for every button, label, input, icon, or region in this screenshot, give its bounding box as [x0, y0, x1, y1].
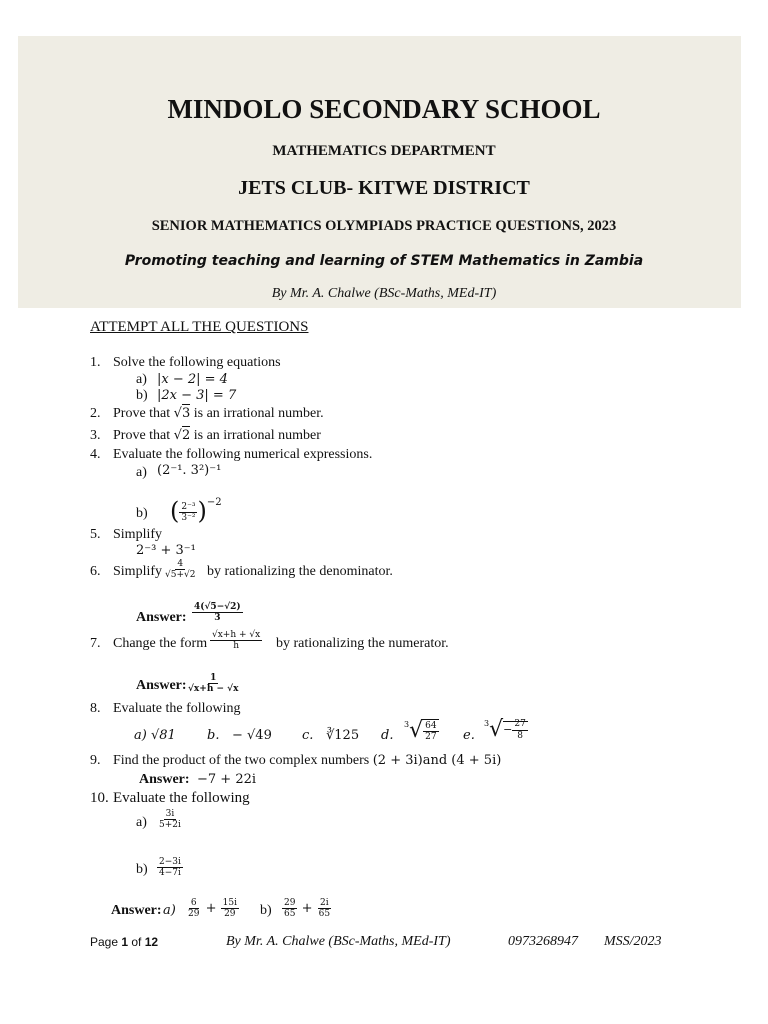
- answer-fraction: $\frac{6}{29}$ + $\frac{15i}{29}$: [188, 898, 237, 920]
- question-text: Evaluate the following numerical expressions.: [113, 447, 373, 462]
- sqrt-icon: √: [173, 428, 182, 443]
- question-text: [113, 429, 321, 443]
- answer-label: Answer:: [139, 772, 190, 787]
- subq-label: b): [136, 506, 148, 521]
- question-text: by rationalizing the denominator.: [207, 564, 393, 579]
- question-prefix: Prove that: [113, 428, 171, 443]
- math-expression: (2 + 3i)and (4 + 5i): [372, 753, 502, 768]
- document-title: SENIOR MATHEMATICS OLYMPIADS PRACTICE QUESTIONS, 2023: [151, 218, 617, 234]
- cube-root-expression: $^3$√ $\frac{64}{27}$: [404, 717, 437, 743]
- subq-label: c.: [302, 728, 314, 743]
- fraction: $\frac{2-3i}{4-7i}$: [159, 857, 181, 879]
- math-expression: 2⁻³ + 3⁻¹: [136, 543, 196, 558]
- math-expression: |x − 2| = 4: [157, 372, 228, 387]
- math-expression: |2x − 3| = 7: [157, 388, 237, 403]
- fraction: $\frac{4}{√5+√2}$: [165, 559, 196, 581]
- question-number: 2.: [90, 406, 101, 421]
- answer-fraction: $\frac{4(√5-√2)}{3}$: [194, 602, 241, 624]
- subq-label: b): [136, 862, 148, 877]
- question-number: 1.: [90, 355, 101, 370]
- club-name: JETS CLUB- KITWE DISTRICT: [238, 177, 530, 199]
- school-name: MINDOLO SECONDARY SCHOOL: [167, 94, 601, 124]
- fraction: $\frac{\text{2⁻³}}{\text{3⁻²}}$: [181, 501, 196, 523]
- subq-label: a): [136, 465, 147, 480]
- answer-label: Answer:: [111, 903, 162, 918]
- radicand: 3: [181, 406, 191, 421]
- footer-byline: By Mr. A. Chalwe (BSc-Maths, MEd-IT): [226, 934, 451, 949]
- subq-label: a): [136, 372, 147, 387]
- question-text: Solve the following equations: [113, 355, 281, 370]
- question-number: 6.: [90, 564, 101, 579]
- answer-label: Answer:: [136, 678, 187, 693]
- cube-root-expression: $^3$√− $\frac{27}{8}$: [484, 717, 526, 742]
- fraction: $\frac{3i}{5+2i}$: [159, 809, 181, 831]
- question-suffix: is an irrational number.: [190, 406, 324, 421]
- answer-label: Answer:: [136, 610, 187, 625]
- answer-fraction: $\frac{1}{√x+h - √x}$: [188, 673, 239, 695]
- question-number: 5.: [90, 527, 101, 542]
- subq-label: b): [260, 903, 272, 918]
- math-expression: a) √81: [134, 728, 176, 743]
- math-expression: (2⁻¹. 3²)⁻¹: [157, 463, 222, 478]
- question-text: [113, 407, 324, 421]
- subq-label: a): [136, 815, 147, 830]
- subq-label: b): [136, 388, 148, 403]
- question-number: 9.: [90, 753, 101, 768]
- answer-value: −7 + 22i: [197, 772, 257, 787]
- subq-label: d.: [381, 728, 394, 743]
- fraction: $\frac{27}{8}$: [514, 719, 526, 741]
- question-text: Find the product of the two complex numbers (2 + 3i)and (4 + 5i): [113, 753, 502, 768]
- question-text: Evaluate the following: [113, 790, 250, 806]
- question-number: 7.: [90, 636, 101, 651]
- question-text: Evaluate the following: [113, 701, 241, 716]
- fraction: $\frac{√x+h + √x}{h}$: [212, 630, 261, 652]
- tagline: Promoting teaching and learning of STEM Mathematics in Zambia: [124, 253, 644, 269]
- footer-phone: 0973268947: [508, 934, 578, 949]
- sqrt-icon: √: [173, 406, 182, 421]
- page-indicator: Page 1 of 12: [90, 935, 159, 949]
- question-text: by rationalizing the numerator.: [276, 636, 449, 651]
- subq-label: e.: [463, 728, 475, 743]
- author-byline: By Mr. A. Chalwe (BSc-Maths, MEd-IT): [271, 286, 497, 301]
- footer-code: MSS/2023: [604, 934, 662, 949]
- instruction: ATTEMPT ALL THE QUESTIONS: [90, 319, 309, 335]
- math-expression: ∛125: [326, 728, 360, 743]
- question-prefix: Prove that: [113, 406, 171, 421]
- subq-label: b.: [207, 728, 220, 743]
- question-number: 4.: [90, 447, 101, 462]
- question-number: 10.: [90, 790, 109, 806]
- question-number: 3.: [90, 428, 101, 443]
- question-text: Simplify: [113, 527, 163, 542]
- department-name: MATHEMATICS DEPARTMENT: [272, 143, 496, 159]
- subq-label: a): [163, 903, 176, 918]
- math-expression: ( $\frac{\text{2⁻³}}{\text{3⁻²}}$ )$^{-2}$: [170, 497, 222, 525]
- question-suffix: is an irrational number: [190, 428, 321, 443]
- radicand: 2: [181, 428, 191, 443]
- question-text: Simplify: [113, 564, 163, 579]
- answer-fraction: $\frac{29}{65}$ + $\frac{2i}{65}$: [284, 898, 331, 920]
- question-text: Change the form: [113, 636, 208, 651]
- math-expression: − √49: [232, 728, 272, 743]
- fraction: $\frac{64}{27}$: [425, 721, 437, 743]
- question-number: 8.: [90, 701, 101, 716]
